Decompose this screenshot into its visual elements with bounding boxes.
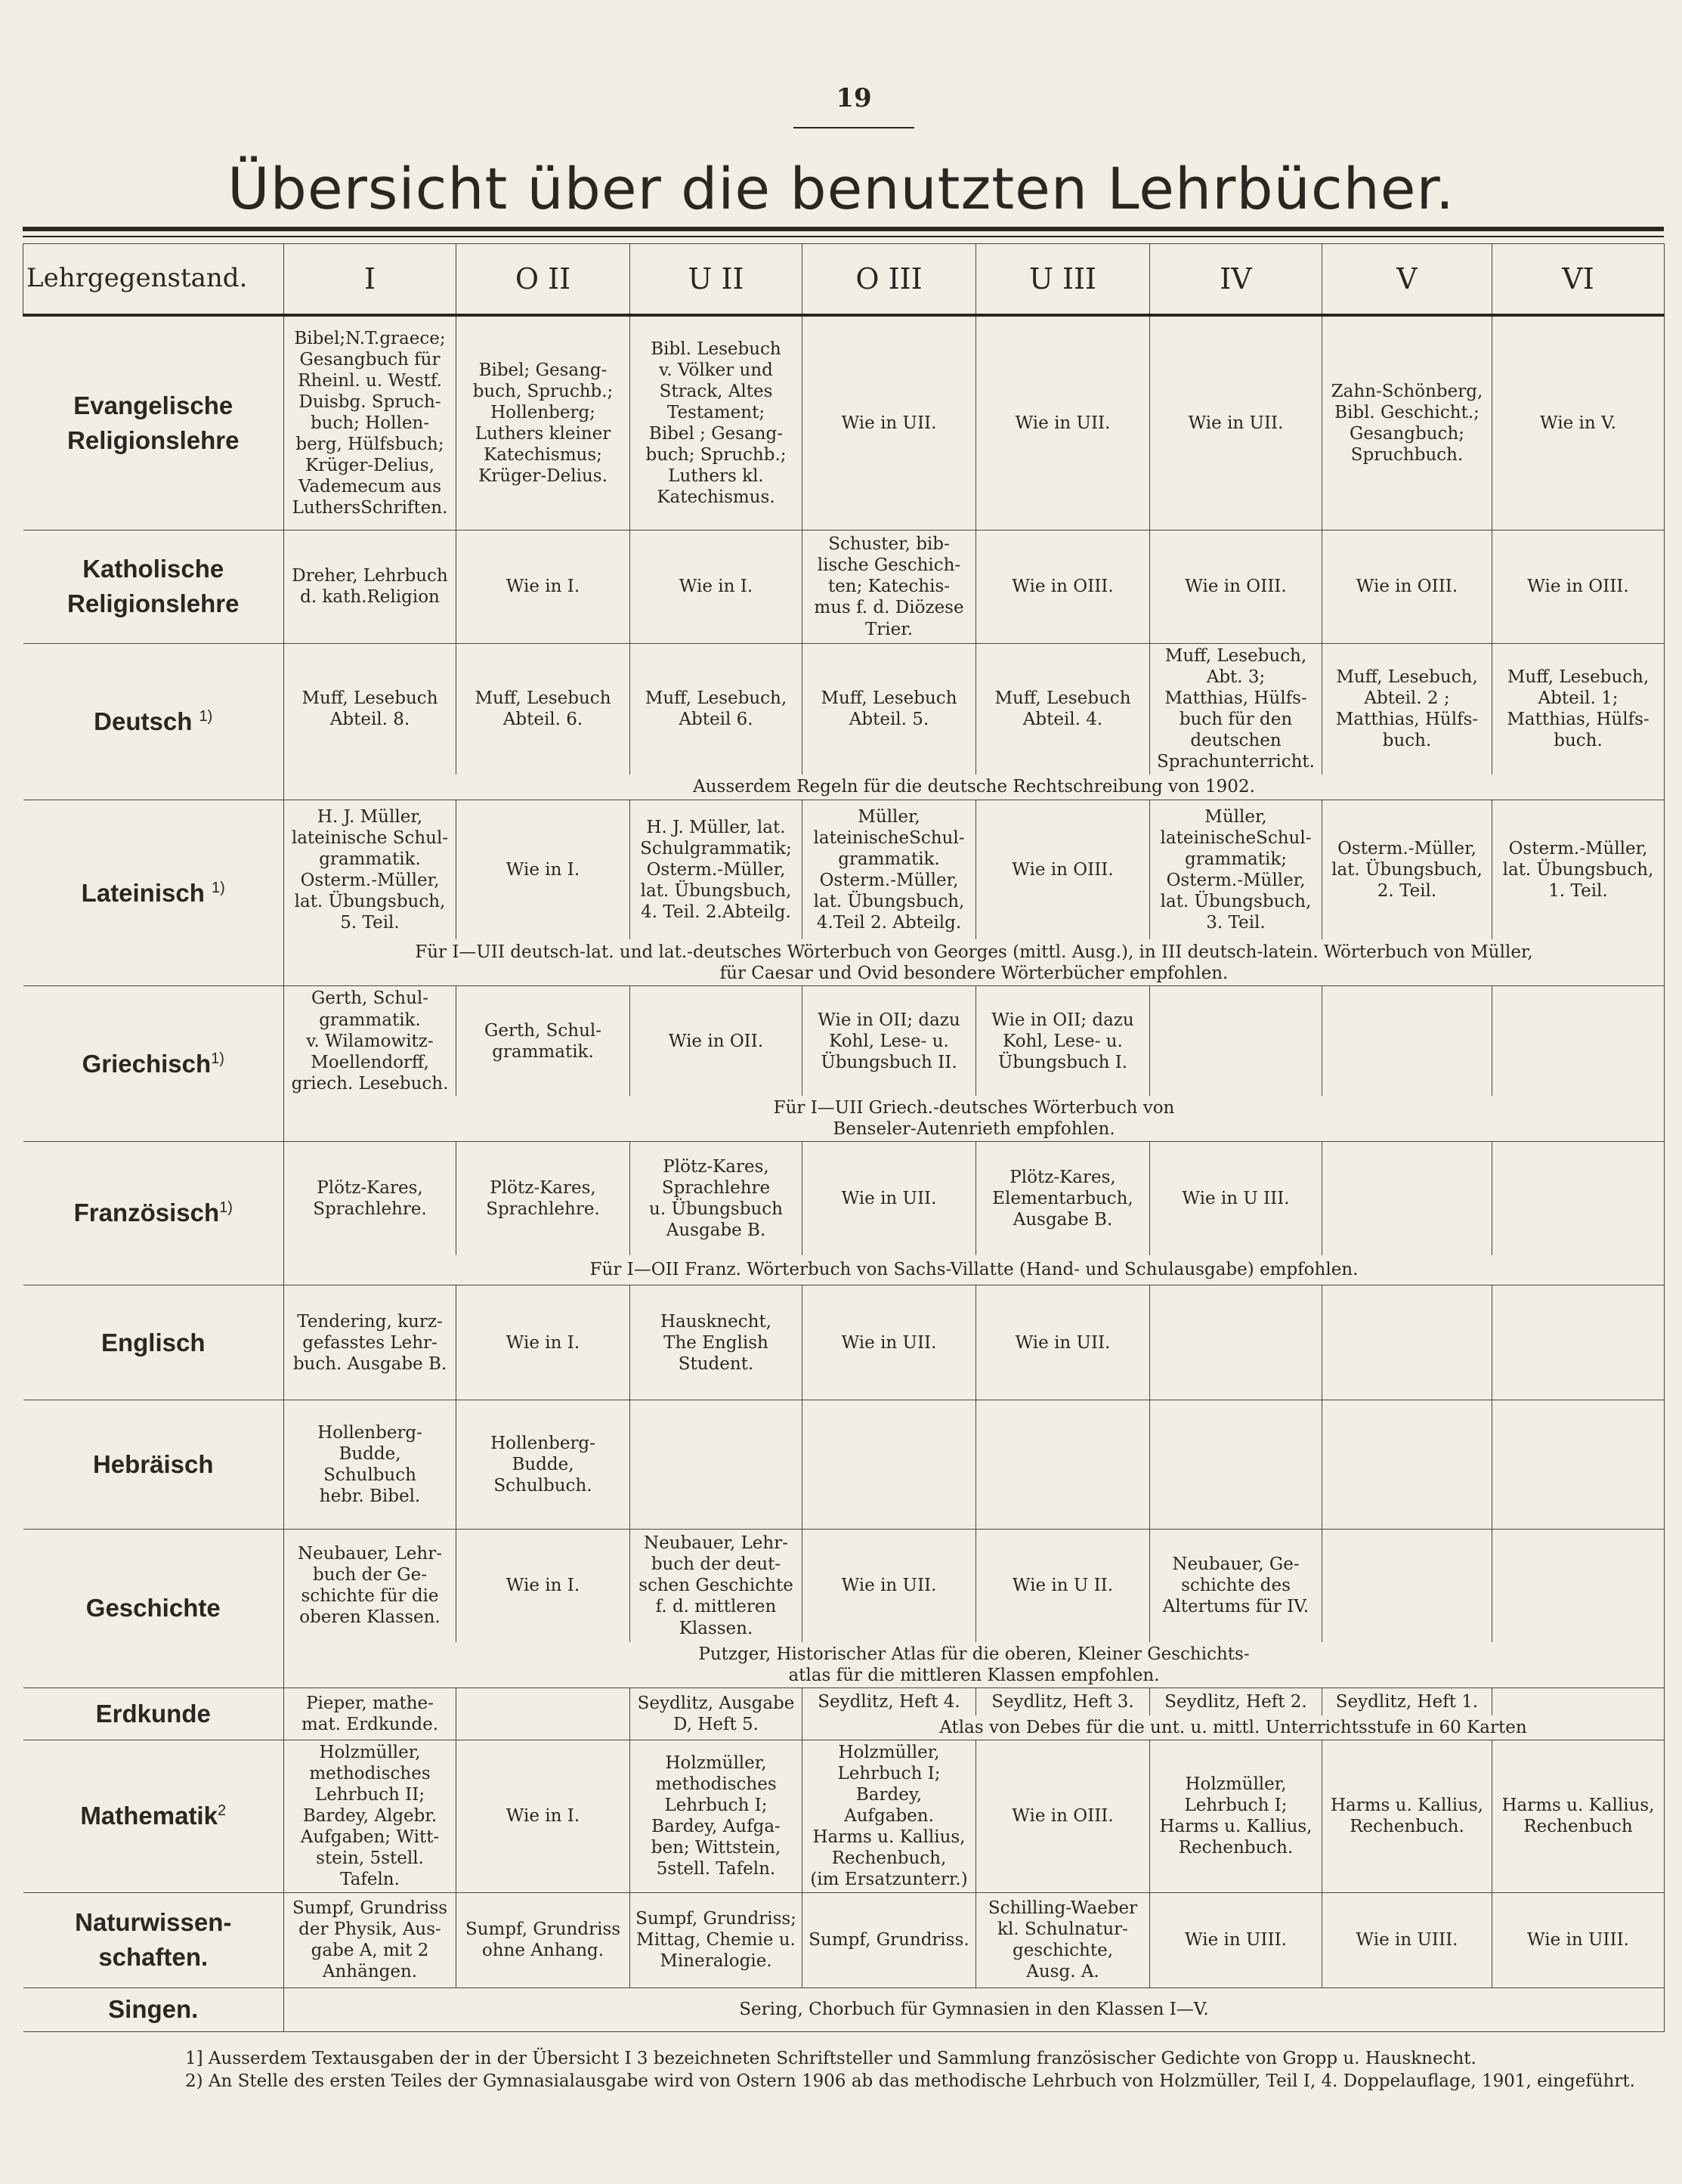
- table-row: [23, 800, 1665, 939]
- book-cell: [1492, 1285, 1665, 1400]
- book-cell: [802, 1400, 976, 1529]
- subject-label: Französisch: [73, 1199, 220, 1227]
- book-cell: [1492, 1400, 1665, 1529]
- table-row: [23, 1400, 1665, 1529]
- book-cell: Neubauer, Lehr- buch der deut- schen Geschichte f. d. mittleren Klassen.: [630, 1529, 802, 1642]
- book-cell: [1322, 1141, 1492, 1254]
- book-cell: Wie in U II.: [976, 1529, 1150, 1642]
- subject-cell: [23, 800, 284, 986]
- class-header: O II: [456, 244, 630, 316]
- book-cell: [1150, 1285, 1322, 1400]
- book-cell: Dreher, Lehrbuch d. kath.Religion: [284, 530, 456, 643]
- book-cell: Wie in UIII.: [1322, 1892, 1492, 1988]
- book-cell: [1150, 1400, 1322, 1529]
- book-cell: Sumpf, Grundriss der Physik, Aus- gabe A, mit 2 Anhängen.: [284, 1892, 456, 1988]
- subject-cell: [23, 644, 284, 800]
- book-cell: Muff, Lesebuch, Abt. 3; Matthias, Hülfs- buch für den deutschen Sprachunterricht.: [1150, 644, 1322, 775]
- book-cell: Wie in OII; dazu Kohl, Lese- u. Übungsbuch I.: [976, 986, 1150, 1096]
- book-cell: Wie in OIII.: [976, 800, 1150, 939]
- book-cell: Muff, Lesebuch Abteil. 4.: [976, 644, 1150, 775]
- book-cell: [1492, 1529, 1665, 1642]
- footnote-mark: 1): [219, 1199, 233, 1217]
- book-cell: Plötz-Kares, Sprachlehre u. Übungsbuch Ausgabe B.: [630, 1141, 802, 1254]
- book-cell: Bibel; Gesang- buch, Spruchb.; Hollenberg; Luthers kleiner Katechismus; Krüger-Delius.: [456, 315, 630, 530]
- book-cell: Bibel;N.T.graece; Gesangbuch für Rheinl. u. Westf. Duisbg. Spruch- buch; Hollen- berg, Hülfsbuch; Krüger-Delius, Vademecum aus LuthersSchriften.: [284, 315, 456, 530]
- book-cell: Tendering, kurz- gefasstes Lehr- buch. Ausgabe B.: [284, 1285, 456, 1400]
- table-row: [23, 644, 1665, 775]
- book-cell: Wie in OIII.: [976, 1740, 1150, 1893]
- footnote-mark: 1): [199, 707, 213, 725]
- book-cell: Hollenberg- Budde, Schulbuch.: [456, 1400, 630, 1529]
- title-rule-top: [23, 227, 1664, 231]
- book-cell: [630, 1400, 802, 1529]
- book-cell: Muff, Lesebuch, Abteil 6.: [630, 644, 802, 775]
- book-cell: [1322, 1400, 1492, 1529]
- book-cell: H. J. Müller, lat. Schulgrammatik; Osterm.-Müller, lat. Übungsbuch, 4. Teil. 2.Abteilg.: [630, 800, 802, 939]
- book-cell: Holzmüller, methodisches Lehrbuch II; Bardey, Algebr. Aufgaben; Witt- stein, 5stell. Tafeln.: [284, 1740, 456, 1893]
- subject-column-header: Lehrgegenstand.: [23, 244, 284, 316]
- book-cell: Wie in UII.: [802, 315, 976, 530]
- book-cell: Wie in OIII.: [1150, 530, 1322, 643]
- book-cell: Holzmüller, methodisches Lehrbuch I; Bardey, Aufga- ben; Wittstein, 5stell. Tafeln.: [630, 1740, 802, 1893]
- subject-cell: [23, 986, 284, 1142]
- book-cell: Wie in I.: [456, 800, 630, 939]
- book-cell: Wie in OIII.: [1492, 530, 1665, 643]
- book-cell: Wie in V.: [1492, 315, 1665, 530]
- book-cell: Osterm.-Müller, lat. Übungsbuch, 1. Teil.: [1492, 800, 1665, 939]
- book-cell: Wie in UII.: [976, 315, 1150, 530]
- book-cell: Plötz-Kares, Sprachlehre.: [456, 1141, 630, 1254]
- book-cell: Holzmüller, Lehrbuch I; Bardey, Aufgaben. Harms u. Kallius, Rechenbuch, (im Ersatzunterr.): [802, 1740, 976, 1893]
- footnotes: [185, 2048, 1662, 2093]
- book-cell: Sering, Chorbuch für Gymnasien in den Klassen I—V.: [284, 1988, 1665, 2031]
- subject-label: Lateinisch: [81, 878, 205, 907]
- book-cell: Gerth, Schul- grammatik. v. Wilamowitz- Moellendorff, griech. Lesebuch.: [284, 986, 456, 1096]
- book-cell: Wie in OII; dazu Kohl, Lese- u. Übungsbuch II.: [802, 986, 976, 1096]
- subject-cell: Erdkunde: [23, 1688, 284, 1740]
- page-number: 19: [793, 83, 914, 128]
- subject-cell: Naturwissen- schaften.: [23, 1892, 284, 1988]
- book-cell: H. J. Müller, lateinische Schul- grammatik. Osterm.-Müller, lat. Übungsbuch, 5. Teil.: [284, 800, 456, 939]
- book-cell: Plötz-Kares, Sprachlehre.: [284, 1141, 456, 1254]
- footnote: 1] Ausserdem Textausgaben der in der Übersicht I 3 bezeichneten Schriftsteller und Sammlung französischer Gedichte von Gropp u. Hausknecht.: [185, 2049, 1476, 2068]
- footnote-mark: 1): [211, 1050, 224, 1067]
- footnote-mark: 1): [212, 879, 225, 896]
- class-header: I: [284, 244, 456, 316]
- table-row: [23, 315, 1665, 530]
- subject-cell: Evangelische Religionslehre: [23, 315, 284, 530]
- book-cell: Schuster, bib- lische Geschich- ten; Katechis- mus f. d. Diözese Trier.: [802, 530, 976, 643]
- book-cell: Sumpf, Grundriss.: [802, 1892, 976, 1988]
- book-cell: [1322, 986, 1492, 1096]
- book-cell: Seydlitz, Heft 4.: [802, 1688, 976, 1715]
- book-cell: Wie in I.: [456, 1740, 630, 1893]
- book-cell: Wie in I.: [456, 530, 630, 643]
- row-note: Für I—OII Franz. Wörterbuch von Sachs-Villatte (Hand- und Schulausgabe) empfohlen.: [284, 1255, 1665, 1285]
- book-cell: [1150, 986, 1322, 1096]
- book-cell: [1492, 1688, 1665, 1715]
- book-cell: Wie in UII.: [802, 1529, 976, 1642]
- table-row: [23, 1892, 1665, 1988]
- subject-cell: Englisch: [23, 1285, 284, 1400]
- row-note: Für I—UII deutsch-lat. und lat.-deutsches Wörterbuch von Georges (mittl. Ausg.), in III deutsch-latein. Wörterbuch von Müller, für Caesar und Ovid besondere Wörterbücher empfohlen.: [284, 939, 1665, 986]
- table-row: [23, 1988, 1665, 2031]
- class-header: IV: [1150, 244, 1322, 316]
- footnote-mark: 2: [217, 1802, 227, 1820]
- book-cell: Wie in OIII.: [976, 530, 1150, 643]
- table-row: [23, 1285, 1665, 1400]
- book-cell: Neubauer, Lehr- buch der Ge- schichte für die oberen Klassen.: [284, 1529, 456, 1642]
- book-cell: [976, 1400, 1150, 1529]
- book-cell: Sumpf, Grundriss; Mittag, Chemie u. Mineralogie.: [630, 1892, 802, 1988]
- book-cell: Wie in OIII.: [1322, 530, 1492, 643]
- book-cell: Seydlitz, Heft 2.: [1150, 1688, 1322, 1715]
- book-cell: [1322, 1285, 1492, 1400]
- book-cell: Muff, Lesebuch, Abteil. 2 ; Matthias, Hülfs- buch.: [1322, 644, 1492, 775]
- subject-cell: [23, 1141, 284, 1285]
- subject-label: Griechisch: [82, 1049, 212, 1078]
- book-cell: Harms u. Kallius, Rechenbuch: [1492, 1740, 1665, 1893]
- table-row: [23, 1688, 1665, 1715]
- book-cell: Wie in UIII.: [1150, 1892, 1322, 1988]
- subject-cell: [23, 1740, 284, 1893]
- page-title: Übersicht über die benutzten Lehrbücher.: [227, 155, 1455, 222]
- row-note: Für I—UII Griech.-deutsches Wörterbuch von Benseler-Autenrieth empfohlen.: [284, 1096, 1665, 1142]
- book-cell: Seydlitz, Heft 1.: [1322, 1688, 1492, 1715]
- row-note: Ausserdem Regeln für die deutsche Rechtschreibung von 1902.: [284, 775, 1665, 800]
- class-header: U III: [976, 244, 1150, 316]
- book-cell: Wie in I.: [630, 530, 802, 643]
- book-cell: Muff, Lesebuch, Abteil. 1; Matthias, Hülfs- buch.: [1492, 644, 1665, 775]
- book-cell: Muff, Lesebuch Abteil. 5.: [802, 644, 976, 775]
- table-row: [23, 1740, 1665, 1893]
- textbook-table-container: [23, 243, 1664, 2032]
- book-cell: Wie in UIII.: [1492, 1892, 1665, 1988]
- book-cell: Wie in UII.: [1150, 315, 1322, 530]
- book-cell: Müller, lateinischeSchul- grammatik; Osterm.-Müller, lat. Übungsbuch, 3. Teil.: [1150, 800, 1322, 939]
- subject-cell: Geschichte: [23, 1529, 284, 1688]
- book-cell: Holzmüller, Lehrbuch I; Harms u. Kallius, Rechenbuch.: [1150, 1740, 1322, 1893]
- subject-label: Deutsch: [94, 707, 193, 735]
- book-cell: Wie in UII.: [976, 1285, 1150, 1400]
- title-rule-bottom: [23, 236, 1664, 237]
- book-cell: Pieper, mathe- mat. Erdkunde.: [284, 1688, 456, 1740]
- book-cell: [1492, 1141, 1665, 1254]
- class-header: U II: [630, 244, 802, 316]
- book-cell: Wie in UII.: [802, 1141, 976, 1254]
- book-cell: Zahn-Schönberg, Bibl. Geschicht.; Gesangbuch; Spruchbuch.: [1322, 315, 1492, 530]
- subject-cell: Katholische Religionslehre: [23, 530, 284, 643]
- footnote: 2) An Stelle des ersten Teiles der Gymnasialausgabe wird von Ostern 1906 ab das methodische Lehrbuch von Holzmüller, Teil I, 4. Doppelauflage, 1901, eingeführt.: [185, 2071, 1635, 2091]
- subject-cell: Hebräisch: [23, 1400, 284, 1529]
- book-cell: Wie in U III.: [1150, 1141, 1322, 1254]
- class-header: V: [1322, 244, 1492, 316]
- book-cell: Wie in OII.: [630, 986, 802, 1096]
- book-cell: Wie in I.: [456, 1285, 630, 1400]
- book-cell: Müller, lateinischeSchul- grammatik. Osterm.-Müller, lat. Übungsbuch, 4.Teil 2. Abteilg.: [802, 800, 976, 939]
- book-cell: Bibl. Lesebuch v. Völker und Strack, Altes Testament; Bibel ; Gesang- buch; Spruchb.; Luthers kl. Katechismus.: [630, 315, 802, 530]
- book-cell: [1492, 986, 1665, 1096]
- book-cell: Neubauer, Ge- schichte des Altertums für IV.: [1150, 1529, 1322, 1642]
- book-cell: Gerth, Schul- grammatik.: [456, 986, 630, 1096]
- book-cell: Muff, Lesebuch Abteil. 8.: [284, 644, 456, 775]
- book-cell: Sumpf, Grundriss ohne Anhang.: [456, 1892, 630, 1988]
- textbook-table: [23, 243, 1665, 2032]
- book-cell: Hollenberg- Budde, Schulbuch hebr. Bibel.: [284, 1400, 456, 1529]
- table-row: [23, 1141, 1665, 1254]
- book-cell: [456, 1688, 630, 1740]
- subject-label: Mathematik: [80, 1802, 218, 1830]
- book-cell: Harms u. Kallius, Rechenbuch.: [1322, 1740, 1492, 1893]
- subject-cell: Singen.: [23, 1988, 284, 2031]
- book-cell: Schilling-Waeber kl. Schulnatur- geschichte, Ausg. A.: [976, 1892, 1150, 1988]
- header-row: [23, 244, 1665, 316]
- table-row: [23, 1529, 1665, 1642]
- book-cell: [1322, 1529, 1492, 1642]
- class-header: O III: [802, 244, 976, 316]
- table-row: [23, 986, 1665, 1096]
- book-cell: Osterm.-Müller, lat. Übungsbuch, 2. Teil.: [1322, 800, 1492, 939]
- book-cell: Hausknecht, The English Student.: [630, 1285, 802, 1400]
- book-cell: Wie in I.: [456, 1529, 630, 1642]
- book-cell: Seydlitz, Ausgabe D, Heft 5.: [630, 1688, 802, 1740]
- book-cell: Muff, Lesebuch Abteil. 6.: [456, 644, 630, 775]
- book-cell: Seydlitz, Heft 3.: [976, 1688, 1150, 1715]
- book-cell: Wie in UII.: [802, 1285, 976, 1400]
- class-header: VI: [1492, 244, 1665, 316]
- table-row: [23, 530, 1665, 643]
- row-note: Atlas von Debes für die unt. u. mittl. Unterrichtsstufe in 60 Karten: [802, 1715, 1665, 1740]
- row-note: Putzger, Historischer Atlas für die oberen, Kleiner Geschichts- atlas für die mittleren Klassen empfohlen.: [284, 1642, 1665, 1688]
- book-cell: Plötz-Kares, Elementarbuch, Ausgabe B.: [976, 1141, 1150, 1254]
